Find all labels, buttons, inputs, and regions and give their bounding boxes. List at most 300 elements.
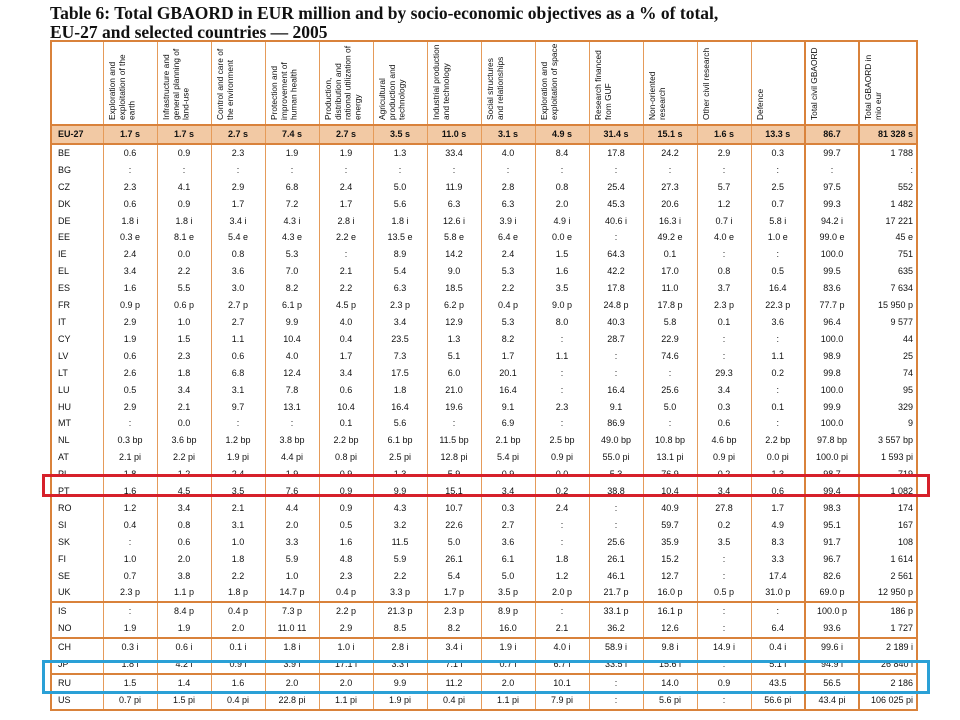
table-cell: 1.1 pi: [319, 692, 373, 710]
country-code: HU: [51, 399, 103, 416]
table-cell: 15.2: [643, 551, 697, 568]
table-cell: :: [751, 162, 805, 179]
table-cell: 9.9: [265, 314, 319, 331]
table-cell: 0.6: [103, 144, 157, 162]
table-row: [51, 534, 917, 551]
table-cell: 12.9: [427, 314, 481, 331]
table-cell: 0.6: [157, 534, 211, 551]
country-code: UK: [51, 584, 103, 602]
table-cell: 12.6 i: [427, 213, 481, 230]
country-code: SE: [51, 568, 103, 585]
table-cell: :: [265, 415, 319, 432]
table-cell: 1.9 i: [481, 638, 535, 656]
table-cell: 11.5: [373, 534, 427, 551]
table-cell: 24.2: [643, 144, 697, 162]
table-cell: 8.4: [535, 144, 589, 162]
table-row: [51, 692, 917, 710]
table-cell: 8.0: [535, 314, 589, 331]
table-cell: 4.6 bp: [697, 432, 751, 449]
table-cell: 2.2: [157, 263, 211, 280]
table-cell: 2.1 bp: [481, 432, 535, 449]
table-cell: 1.9: [265, 144, 319, 162]
table-cell: :: [535, 331, 589, 348]
table-cell: 0.3: [481, 500, 535, 517]
table-cell: 82.6: [805, 568, 859, 585]
table-cell: 14.0: [643, 674, 697, 692]
table-cell: 0.6: [103, 348, 157, 365]
table-cell: 5.4: [373, 263, 427, 280]
table-cell: 10.4: [265, 331, 319, 348]
table-cell: 7.9 pi: [535, 692, 589, 710]
table-cell: 100.0: [805, 415, 859, 432]
table-cell: 5.4 pi: [481, 449, 535, 466]
table-cell: 2.0: [157, 551, 211, 568]
table-cell: 4.4 pi: [265, 449, 319, 466]
table-cell: 0.4: [319, 331, 373, 348]
table-cell: 5.6: [373, 415, 427, 432]
table-cell: 21.3 p: [373, 602, 427, 620]
table-cell: 2.8 i: [319, 213, 373, 230]
table-cell: 0.4 p: [211, 602, 265, 620]
table-cell: 3.3 p: [373, 584, 427, 602]
table-cell: 0.6: [319, 382, 373, 399]
table-cell: 1.7: [319, 348, 373, 365]
table-cell: 0.4 p: [481, 297, 535, 314]
table-cell: 0.3: [697, 399, 751, 416]
table-cell: 8.3: [751, 534, 805, 551]
table-cell: 14.2: [427, 246, 481, 263]
table-row: [51, 179, 917, 196]
table-cell: 1.6: [103, 280, 157, 297]
table-cell: 2.3: [157, 348, 211, 365]
table-row: [51, 674, 917, 692]
country-code: IT: [51, 314, 103, 331]
table-cell: 20.6: [643, 196, 697, 213]
table-cell: 2.3 p: [427, 602, 481, 620]
table-cell: 3.4: [319, 365, 373, 382]
table-cell: 97.8 bp: [805, 432, 859, 449]
table-cell: 0.6: [103, 196, 157, 213]
table-cell: 3.3: [751, 551, 805, 568]
table-cell: 2.2 bp: [319, 432, 373, 449]
table-cell: 1.6: [319, 534, 373, 551]
table-cell: 2.2 p: [319, 602, 373, 620]
table-cell: 0.6: [751, 483, 805, 500]
table-cell: 5.3: [481, 314, 535, 331]
table-cell: 1.6: [103, 483, 157, 500]
header-label: Control and care of the environment: [214, 48, 235, 120]
table-cell: :: [697, 620, 751, 638]
table-cell: 5.8: [643, 314, 697, 331]
table-cell: 0.4 p: [319, 584, 373, 602]
table-cell: 4.3 i: [265, 213, 319, 230]
header-label: Industrial production and technology: [430, 44, 451, 120]
table-cell: 3.1: [211, 382, 265, 399]
table-cell: 28.7: [589, 331, 643, 348]
table-cell: 6.3: [481, 196, 535, 213]
table-cell: :: [427, 415, 481, 432]
table-cell: 58.9 i: [589, 638, 643, 656]
table-cell: 0.4 i: [751, 638, 805, 656]
table-cell: 106 025 pi: [859, 692, 917, 710]
table-cell: 24.8 p: [589, 297, 643, 314]
table-cell: 46.1: [589, 568, 643, 585]
table-cell: :: [211, 415, 265, 432]
table-cell: 4.9 s: [535, 125, 589, 144]
table-cell: 5.4 e: [211, 229, 265, 246]
table-cell: 4.8: [319, 551, 373, 568]
table-cell: 1.7: [319, 196, 373, 213]
table-cell: 0.0: [157, 246, 211, 263]
table-cell: 186 p: [859, 602, 917, 620]
table-cell: 2.7 p: [211, 297, 265, 314]
table-cell: 2.3: [535, 399, 589, 416]
table-cell: 2 186: [859, 674, 917, 692]
country-code: DK: [51, 196, 103, 213]
table-cell: 16.4: [373, 399, 427, 416]
table-cell: 5.8 i: [751, 213, 805, 230]
table-cell: 5.9: [427, 466, 481, 483]
table-cell: :: [427, 162, 481, 179]
table-cell: 9.0: [427, 263, 481, 280]
table-cell: 1 593 pi: [859, 449, 917, 466]
table-cell: 31.4 s: [589, 125, 643, 144]
table-cell: 6.2 p: [427, 297, 481, 314]
table-cell: 16.4: [589, 382, 643, 399]
table-cell: 6.8: [211, 365, 265, 382]
header-label: Agricultural production and technology: [376, 64, 407, 120]
table-cell: 17 221: [859, 213, 917, 230]
table-cell: 1.9 pi: [373, 692, 427, 710]
table-cell: 4.3 e: [265, 229, 319, 246]
table-cell: :: [535, 365, 589, 382]
table-cell: 1.1 p: [157, 584, 211, 602]
table-cell: :: [859, 162, 917, 179]
table-cell: 15 950 p: [859, 297, 917, 314]
table-cell: 17.5: [373, 365, 427, 382]
table-cell: 40.6 i: [589, 213, 643, 230]
table-cell: 3.1: [211, 517, 265, 534]
table-cell: 3.4: [481, 483, 535, 500]
table-cell: :: [697, 162, 751, 179]
country-code: FI: [51, 551, 103, 568]
table-row: [51, 432, 917, 449]
country-code: RU: [51, 674, 103, 692]
table-cell: 3.9 i: [265, 656, 319, 674]
table-cell: 1.9: [103, 620, 157, 638]
table-cell: :: [535, 534, 589, 551]
table-cell: 0.1: [643, 246, 697, 263]
table-cell: 1.0: [103, 551, 157, 568]
table-cell: 100.0: [805, 331, 859, 348]
table-cell: 2.2 bp: [751, 432, 805, 449]
table-row: [51, 449, 917, 466]
table-cell: :: [103, 162, 157, 179]
table-cell: 25.4: [589, 179, 643, 196]
table-cell: 99.3: [805, 196, 859, 213]
table-cell: :: [697, 331, 751, 348]
table-cell: 83.6: [805, 280, 859, 297]
table-cell: 1.5: [157, 331, 211, 348]
table-cell: 16.0: [481, 620, 535, 638]
table-cell: 64.3: [589, 246, 643, 263]
table-cell: 3.4: [103, 263, 157, 280]
table-cell: 76.9: [643, 466, 697, 483]
table-cell: :: [697, 692, 751, 710]
table-cell: 0.3 bp: [103, 432, 157, 449]
table-cell: 98.9: [805, 348, 859, 365]
table-cell: 18.5: [427, 280, 481, 297]
table-cell: 4.4: [265, 500, 319, 517]
table-cell: 1.1: [211, 331, 265, 348]
table-cell: :: [697, 246, 751, 263]
table-cell: 3.6: [751, 314, 805, 331]
table-cell: 2 189 i: [859, 638, 917, 656]
table-cell: 2.1: [157, 399, 211, 416]
table-cell: 16.3 i: [643, 213, 697, 230]
table-cell: :: [805, 162, 859, 179]
table-row: [51, 500, 917, 517]
table-cell: 6.3: [427, 196, 481, 213]
table-cell: 13.1 pi: [643, 449, 697, 466]
table-row: [51, 466, 917, 483]
table-row: [51, 399, 917, 416]
table-cell: 13.3 s: [751, 125, 805, 144]
country-code: JP: [51, 656, 103, 674]
table-cell: 99.4: [805, 483, 859, 500]
table-cell: 1.8: [211, 551, 265, 568]
table-cell: 0.1: [751, 399, 805, 416]
country-code: CH: [51, 638, 103, 656]
table-cell: 0.2: [697, 517, 751, 534]
table-cell: 4.0 i: [535, 638, 589, 656]
table-cell: 11.5 bp: [427, 432, 481, 449]
header-label: Protection and improvement of human health: [268, 62, 299, 120]
table-cell: 0.6 i: [157, 638, 211, 656]
table-row: [51, 348, 917, 365]
table-cell: 43.4 pi: [805, 692, 859, 710]
table-cell: :: [589, 365, 643, 382]
table-cell: :: [751, 602, 805, 620]
header-col-13: [751, 41, 805, 125]
table-cell: :: [535, 162, 589, 179]
table-cell: 10.4: [643, 483, 697, 500]
table-cell: 1.2 bp: [211, 432, 265, 449]
table-cell: 8.5: [373, 620, 427, 638]
table-cell: 2.9: [319, 620, 373, 638]
table-cell: 1.8: [373, 382, 427, 399]
table-row: [51, 602, 917, 620]
table-cell: 1.2: [535, 568, 589, 585]
header-label: Total civil GBAORD: [809, 47, 819, 120]
table-cell: 1.9 pi: [211, 449, 265, 466]
table-cell: 9.9: [373, 674, 427, 692]
table-cell: 86.7: [805, 125, 859, 144]
table-cell: 2.5 pi: [373, 449, 427, 466]
table-cell: 9.1: [589, 399, 643, 416]
table-cell: 3.6: [211, 263, 265, 280]
table-cell: 0.9: [319, 483, 373, 500]
table-cell: :: [697, 602, 751, 620]
country-code: IE: [51, 246, 103, 263]
country-code: PT: [51, 483, 103, 500]
header-col-15: [859, 41, 917, 125]
table-cell: 0.0: [535, 466, 589, 483]
table-cell: 2.9: [211, 179, 265, 196]
table-cell: 1.6: [535, 263, 589, 280]
table-cell: :: [643, 415, 697, 432]
table-row: [51, 483, 917, 500]
table-cell: 96.4: [805, 314, 859, 331]
table-row: [51, 331, 917, 348]
header-col-3: [211, 41, 265, 125]
table-cell: 99.7: [805, 144, 859, 162]
table-cell: :: [211, 162, 265, 179]
table-cell: 2.8: [481, 179, 535, 196]
country-code: LU: [51, 382, 103, 399]
table-cell: 0.4: [103, 517, 157, 534]
table-cell: 49.0 bp: [589, 432, 643, 449]
table-cell: 6.8: [265, 179, 319, 196]
country-code: LT: [51, 365, 103, 382]
country-code: BG: [51, 162, 103, 179]
table-cell: 8.2: [481, 331, 535, 348]
table-cell: 1.0: [157, 314, 211, 331]
table-cell: :: [481, 162, 535, 179]
table-cell: 1.5: [103, 674, 157, 692]
table-cell: 49.2 e: [643, 229, 697, 246]
table-row: [51, 196, 917, 213]
table-cell: 1.7 s: [103, 125, 157, 144]
table-cell: 100.0: [805, 246, 859, 263]
table-cell: 2.3 p: [373, 297, 427, 314]
table-cell: 40.3: [589, 314, 643, 331]
table-cell: 98.3: [805, 500, 859, 517]
table-cell: 17.8 p: [643, 297, 697, 314]
table-cell: 5.6: [373, 196, 427, 213]
table-cell: 1.7 p: [427, 584, 481, 602]
table-cell: 0.9 i: [211, 656, 265, 674]
table-cell: 55.0 pi: [589, 449, 643, 466]
table-cell: 3.3: [265, 534, 319, 551]
table-cell: 22.3 p: [751, 297, 805, 314]
table-cell: 0.2: [535, 483, 589, 500]
table-cell: 0.1 i: [211, 638, 265, 656]
table-cell: 26 840 i: [859, 656, 917, 674]
table-cell: 17.8: [589, 144, 643, 162]
table-cell: 3.5: [535, 280, 589, 297]
table-cell: 4.2 i: [157, 656, 211, 674]
table-cell: 5.0: [643, 399, 697, 416]
table-cell: 2.7: [481, 517, 535, 534]
table-cell: :: [697, 348, 751, 365]
table-cell: 27.3: [643, 179, 697, 196]
table-cell: :: [697, 551, 751, 568]
table-cell: 99.6 i: [805, 638, 859, 656]
table-cell: 2.1 pi: [103, 449, 157, 466]
table-cell: 4.9: [751, 517, 805, 534]
header-col-6: [373, 41, 427, 125]
table-cell: 2.2: [211, 568, 265, 585]
table-cell: 2.0: [535, 196, 589, 213]
table-cell: 9.8 i: [643, 638, 697, 656]
table-cell: 9.1: [481, 399, 535, 416]
table-cell: 59.7: [643, 517, 697, 534]
country-code: US: [51, 692, 103, 710]
table-cell: 0.4 pi: [427, 692, 481, 710]
table-cell: 0.5: [319, 517, 373, 534]
table-cell: :: [103, 534, 157, 551]
table-cell: 22.8 pi: [265, 692, 319, 710]
table-cell: 13.5 e: [373, 229, 427, 246]
table-cell: 25.6: [589, 534, 643, 551]
table-cell: 43.5: [751, 674, 805, 692]
table-row: [51, 551, 917, 568]
table-cell: 5.4: [427, 568, 481, 585]
header-label: Production, distribution and rational utilization of energy: [322, 45, 362, 120]
table-cell: 2.1: [319, 263, 373, 280]
table-row: [51, 162, 917, 179]
table-cell: 0.9 p: [103, 297, 157, 314]
table-cell: 3 557 bp: [859, 432, 917, 449]
table-cell: 0.8 pi: [319, 449, 373, 466]
header-col-2: [157, 41, 211, 125]
table-cell: 0.7: [751, 196, 805, 213]
table-row: [51, 314, 917, 331]
table-cell: 40.9: [643, 500, 697, 517]
table-cell: 17.8: [589, 280, 643, 297]
table-cell: 100.0 pi: [805, 449, 859, 466]
table-cell: 0.9: [697, 674, 751, 692]
header-label: Infrastructure and general planning of land-use: [160, 48, 191, 120]
table-row: [51, 246, 917, 263]
table-cell: 5.0: [427, 534, 481, 551]
table-cell: 3.8: [157, 568, 211, 585]
table-cell: 0.8: [535, 179, 589, 196]
table-cell: 95.1: [805, 517, 859, 534]
table-cell: 0.3 e: [103, 229, 157, 246]
table-cell: 20.1: [481, 365, 535, 382]
table-cell: 2.0: [265, 517, 319, 534]
table-cell: :: [697, 656, 751, 674]
table-cell: 7.1 i: [427, 656, 481, 674]
table-cell: 94.9 i: [805, 656, 859, 674]
table-cell: 2.7 s: [211, 125, 265, 144]
table-cell: 19.6: [427, 399, 481, 416]
table-row: [51, 280, 917, 297]
table-cell: 1.8 i: [265, 638, 319, 656]
table-cell: 8.9: [373, 246, 427, 263]
table-cell: 3.4: [157, 500, 211, 517]
table-cell: 56.6 pi: [751, 692, 805, 710]
table-cell: 0.5: [103, 382, 157, 399]
header-row: [51, 41, 917, 125]
table-cell: 74: [859, 365, 917, 382]
table-cell: 5.6 pi: [643, 692, 697, 710]
country-code: NL: [51, 432, 103, 449]
table-cell: 35.9: [643, 534, 697, 551]
table-cell: 4.5 p: [319, 297, 373, 314]
table-cell: 16.4: [481, 382, 535, 399]
table-cell: :: [751, 382, 805, 399]
table-cell: 167: [859, 517, 917, 534]
table-cell: 3.4: [697, 382, 751, 399]
table-cell: 1.8 i: [157, 213, 211, 230]
table-cell: 1 727: [859, 620, 917, 638]
table-cell: 3.5: [211, 483, 265, 500]
table-cell: 14.7 p: [265, 584, 319, 602]
header-label: Total GBAORD in mio eur: [863, 54, 883, 120]
